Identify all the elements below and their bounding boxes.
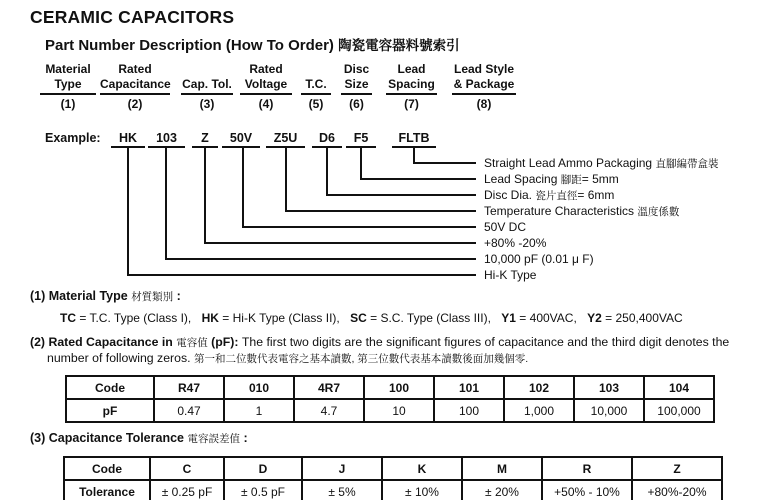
section1-heading-zh: 材質類別 [131, 291, 174, 303]
example-code-capacitance: 103 [148, 131, 185, 148]
field-col-lead-spacing [386, 62, 437, 112]
callout-en: +80% -20% [484, 236, 547, 250]
material-desc: = T.C. Type (Class I), [76, 311, 192, 325]
table-cell: ± 20% [462, 480, 542, 500]
callout-capacitance [484, 251, 594, 268]
material-entry-y1 [501, 311, 577, 325]
callout-tolerance [484, 235, 546, 252]
leader-line-f5 [360, 178, 476, 180]
material-entry-y2 [587, 311, 683, 325]
field-col-line1: Disc [343, 62, 370, 76]
section2-paragraph [30, 335, 748, 367]
table-cell: 103 [574, 376, 644, 399]
field-col-line1: Lead Style [453, 62, 515, 76]
leader-line-103 [165, 258, 476, 260]
field-col-line2: T.C. [305, 77, 327, 91]
table-cell: +80%-20% [632, 480, 722, 500]
section3-heading-zh: 電容誤差值 [187, 433, 240, 445]
leader-line-d6 [326, 194, 476, 196]
material-code: TC [60, 311, 76, 325]
callout-zh: 腳距 [560, 174, 582, 186]
field-col-line1 [301, 62, 331, 77]
field-col-number: (1) [60, 97, 76, 111]
section3-heading [30, 431, 248, 446]
table-cell: 101 [434, 376, 504, 399]
material-type-values [60, 311, 760, 325]
subtitle-en: Part Number Description (How To Order) [45, 37, 339, 54]
table-row [66, 376, 714, 399]
leader-line-50v [242, 226, 476, 228]
field-col-number: (2) [127, 97, 143, 111]
material-code: Y2 [587, 311, 602, 325]
field-col-rated-voltage [240, 62, 292, 112]
example-code-tc: Z5U [266, 131, 305, 148]
field-col-line2: Voltage [244, 77, 288, 91]
field-col-line2: & Package [453, 77, 515, 91]
table-cell: 0.47 [154, 399, 224, 422]
field-col-number: (3) [199, 97, 215, 111]
material-code: SC [350, 311, 367, 325]
callout-en: Disc Dia. [484, 188, 533, 202]
section3-heading-en: (3) Capacitance Tolerance [30, 431, 188, 445]
material-desc: = 400VAC, [515, 311, 577, 325]
example-code-voltage: 50V [222, 131, 260, 148]
capacitance-code-table [65, 375, 715, 423]
subtitle-zh: 陶瓷電容器料號索引 [338, 38, 460, 53]
example-code-lead-spacing: F5 [346, 131, 376, 148]
leader-line-fltb [413, 162, 476, 164]
table-cell: Tolerance [64, 480, 150, 500]
table-cell: 100,000 [644, 399, 714, 422]
table-cell: ± 0.25 pF [150, 480, 224, 500]
material-entry-sc [350, 311, 491, 325]
table-cell: C [150, 457, 224, 480]
callout-en: Straight Lead Ammo Packaging [484, 156, 653, 170]
field-col-rated-capacitance [100, 62, 170, 112]
callout-en: Temperature Characteristics [484, 204, 635, 218]
material-desc: = 250,400VAC [601, 311, 683, 325]
field-col-line1: Rated [118, 62, 152, 76]
example-code-disc-size: D6 [312, 131, 342, 148]
callout-en: 50V DC [484, 220, 527, 234]
table-row [64, 480, 722, 500]
callout-tail: = 5mm [581, 172, 619, 186]
field-col-lead-style-package [452, 62, 516, 112]
callout-zh: 溫度係數 [637, 206, 680, 218]
field-col-line1: Rated [249, 62, 283, 76]
leader-line-z5u [285, 210, 476, 212]
table-cell: +50% - 10% [542, 480, 632, 500]
field-col-line1: Lead [397, 62, 426, 76]
callout-lead-spacing [484, 171, 619, 188]
field-col-line2: Type [54, 77, 82, 91]
table-cell: pF [66, 399, 154, 422]
table-row [66, 399, 714, 422]
table-cell: ± 10% [382, 480, 462, 500]
material-entry-tc [60, 311, 191, 325]
callout-en: 10,000 pF (0.01 μ F) [484, 252, 594, 266]
table-cell: Code [66, 376, 154, 399]
table-cell: Z [632, 457, 722, 480]
table-cell: D [224, 457, 302, 480]
leader-line-z5u [285, 146, 287, 212]
table-cell: 10 [364, 399, 434, 422]
leader-line-z [204, 146, 206, 244]
callout-material-type [484, 267, 536, 284]
table-cell: 102 [504, 376, 574, 399]
table-cell: K [382, 457, 462, 480]
leader-line-z [204, 242, 476, 244]
section2-heading-zh: 電容值 [176, 337, 208, 349]
leader-line-103 [165, 146, 167, 260]
section2-heading-pf: (pF): [207, 335, 239, 349]
table-cell: 4R7 [294, 376, 364, 399]
example-code-material: HK [111, 131, 145, 148]
table-row [64, 457, 722, 480]
field-col-number: (5) [308, 97, 324, 111]
leader-line-hk [127, 274, 476, 276]
material-entry-hk [202, 311, 340, 325]
material-desc: = Hi-K Type (Class II), [218, 311, 340, 325]
leader-line-hk [127, 146, 129, 276]
field-col-line1 [181, 62, 233, 77]
material-desc: = S.C. Type (Class III), [366, 311, 491, 325]
field-col-line2: Spacing [388, 77, 435, 91]
callout-tail: = 6mm [577, 188, 615, 202]
table-cell: R [542, 457, 632, 480]
callout-en: Lead Spacing [484, 172, 558, 186]
table-cell: Code [64, 457, 150, 480]
table-cell: 104 [644, 376, 714, 399]
callout-packaging [484, 155, 718, 172]
field-col-line2: Capacitance [100, 77, 171, 91]
example-label: Example: [45, 131, 101, 145]
table-cell: 1 [224, 399, 294, 422]
leader-line-f5 [360, 146, 362, 180]
table-cell: 10,000 [574, 399, 644, 422]
material-code: HK [201, 311, 219, 325]
field-col-line1: Material [45, 62, 91, 76]
callout-en: Hi-K Type [484, 268, 537, 282]
section1-heading [30, 289, 181, 304]
callout-disc-dia [484, 187, 614, 204]
table-cell: 4.7 [294, 399, 364, 422]
table-cell: 010 [224, 376, 294, 399]
example-code-lead-style: FLTB [392, 131, 436, 148]
table-cell: R47 [154, 376, 224, 399]
leader-line-d6 [326, 146, 328, 196]
field-col-line2: Size [344, 77, 369, 91]
field-col-number: (4) [258, 97, 274, 111]
section2-heading-en: (2) Rated Capacitance in [30, 335, 177, 349]
field-col-number: (6) [349, 97, 364, 111]
page-title: CERAMIC CAPACITORS [30, 7, 235, 27]
section1-heading-colon: : [173, 289, 181, 303]
field-col-disc-size [341, 62, 372, 112]
material-code: Y1 [501, 311, 516, 325]
tolerance-code-table [63, 456, 723, 500]
callout-voltage [484, 219, 526, 236]
callout-temp-characteristics [484, 203, 679, 220]
field-col-number: (7) [404, 97, 419, 111]
table-cell: J [302, 457, 382, 480]
field-col-number: (8) [476, 97, 492, 111]
callout-zh: 直腳編帶盒裝 [655, 158, 719, 170]
table-cell: ± 0.5 pF [224, 480, 302, 500]
section1-heading-en: (1) Material Type [30, 289, 132, 303]
section-subtitle [45, 34, 460, 54]
field-col-cap-tol [181, 62, 233, 112]
field-col-line2: Cap. Tol. [182, 77, 232, 91]
table-cell: 100 [364, 376, 434, 399]
field-col-material-type [40, 62, 96, 112]
table-cell: 1,000 [504, 399, 574, 422]
example-code-tolerance: Z [192, 131, 218, 148]
section3-heading-colon: : [239, 431, 248, 445]
section2-body-zh: 第一和二位數代表電容之基本讀數, 第三位數代表基本讀數後面加幾個零. [193, 353, 529, 365]
field-col-tc [301, 62, 331, 112]
table-cell: 100 [434, 399, 504, 422]
section2-body-en: The first two digits are the significant figures of capacitance and the third digit denotes the number of following zeros. [47, 335, 730, 365]
leader-line-50v [242, 146, 244, 228]
table-cell: M [462, 457, 542, 480]
table-cell: ± 5% [302, 480, 382, 500]
callout-zh: 瓷片直徑 [535, 190, 578, 202]
